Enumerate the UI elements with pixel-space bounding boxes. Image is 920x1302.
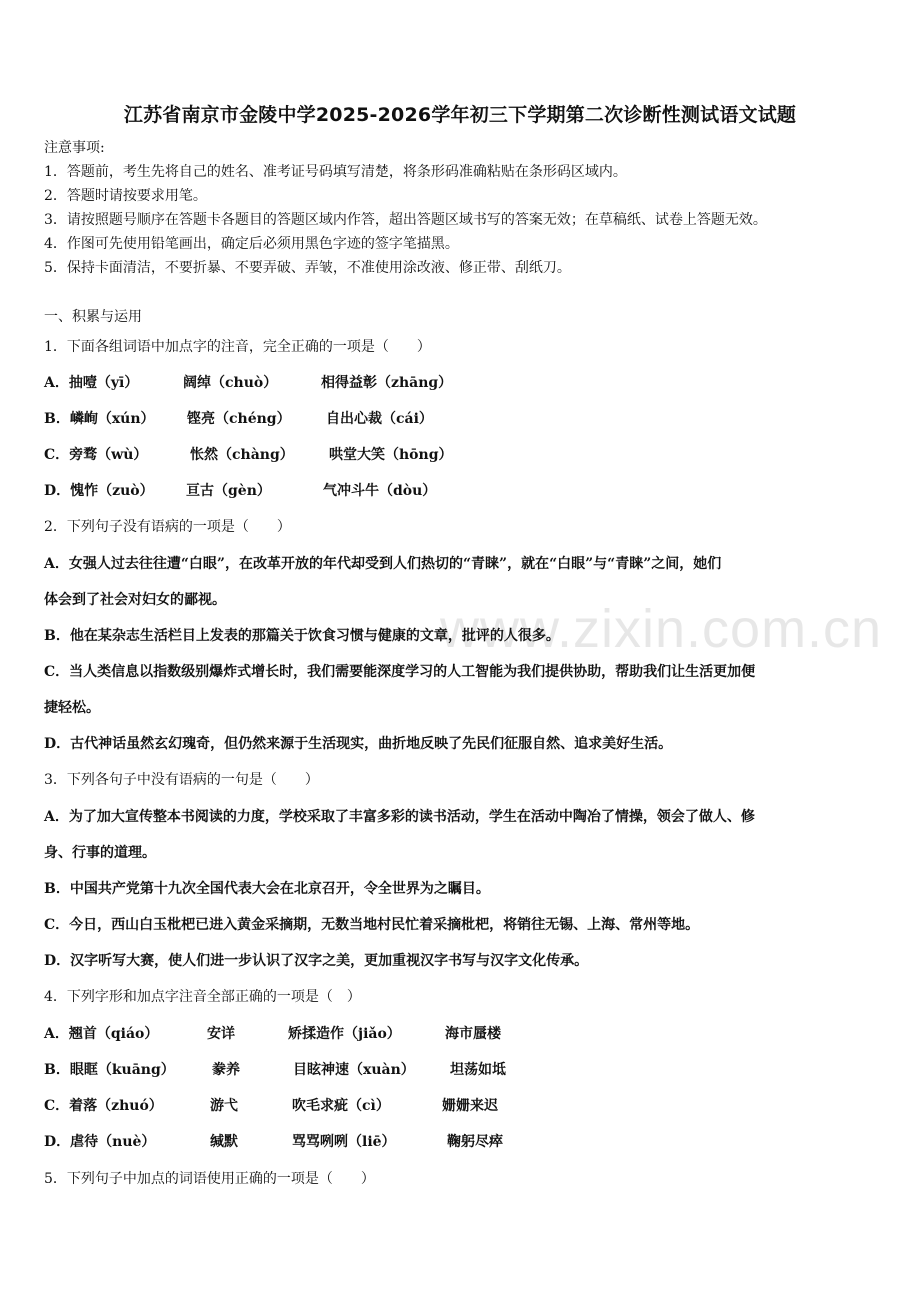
q2-option-c: C．当人类信息以指数级别爆炸式增长时，我们需要能深度学习的人工智能为我们提供协助，帮助我们让生活更加便 (44, 664, 756, 680)
q2-option-a: A．女强人过去往往遭“白眼”，在改革开放的年代却受到人们热切的“青睐”，就在“白眼”与“青睐”之间，她们 (44, 556, 722, 572)
q2-option-b: B．他在某杂志生活栏目上发表的那篇关于饮食习惯与健康的文章，批评的人很多。 (44, 628, 560, 644)
q3-option-b: B．中国共产党第十九次全国代表大会在北京召开，令全世界为之瞩目。 (44, 881, 490, 897)
question-stem: 5．下列句子中加点的词语使用正确的一项是（ ） (44, 1171, 375, 1187)
notice-item: 5．保持卡面清洁，不要折暴、不要弄破、弄皱，不准使用涂改液、修正带、刮纸刀。 (44, 260, 571, 276)
q2-option-c-cont: 捷轻松。 (44, 700, 100, 716)
q3-option-a-cont: 身、行事的道理。 (44, 845, 156, 861)
notice-item: 1．答题前，考生先将自己的姓名、准考证号码填写清楚，将条形码准确粘贴在条形码区域内。 (44, 164, 627, 180)
question-stem: 2．下列句子没有语病的一项是（ ） (44, 519, 291, 535)
q3-option-a: A．为了加大宣传整本书阅读的力度，学校采取了丰富多彩的读书活动，学生在活动中陶冶了情操，领会了做人、修 (44, 809, 755, 825)
q3-option-c: C．今日，西山白玉枇杷已进入黄金采摘期，无数当地村民忙着采摘枇杷，将销往无锡、上海、常州等地。 (44, 917, 700, 933)
section-heading: 一、积累与运用 (44, 309, 142, 325)
notice-item: 3．请按照题号顺序在答题卡各题目的答题区域内作答，超出答题区域书写的答案无效；在草稿纸、试卷上答题无效。 (44, 212, 767, 228)
q3-option-d: D．汉字听写大赛，使人们进一步认识了汉字之美，更加重视汉字书写与汉字文化传承。 (44, 953, 589, 969)
page-title: 江苏省南京市金陵中学2025-2026学年初三下学期第二次诊断性测试语文试题 (123, 104, 797, 126)
question-stem: 3．下列各句子中没有语病的一句是（ ） (44, 772, 319, 788)
q2-option-d: D．古代神话虽然玄幻瑰奇，但仍然来源于生活现实，曲折地反映了先民们征服自然、追求美好生活。 (44, 736, 673, 752)
watermark: www.zixin.com.cn (440, 599, 883, 659)
question-stem: 1．下面各组词语中加点字的注音，完全正确的一项是（ ） (44, 339, 431, 355)
notice-item: 2．答题时请按要求用笔。 (44, 188, 207, 204)
notice-item: 4．作图可先使用铅笔画出，确定后必须用黑色字迹的签字笔描黑。 (44, 236, 459, 252)
q2-option-a-cont: 体会到了社会对妇女的鄙视。 (44, 592, 226, 608)
question-stem: 4．下列字形和加点字注音全部正确的一项是（ ） (44, 989, 361, 1005)
notice-heading: 注意事项: (44, 140, 105, 156)
